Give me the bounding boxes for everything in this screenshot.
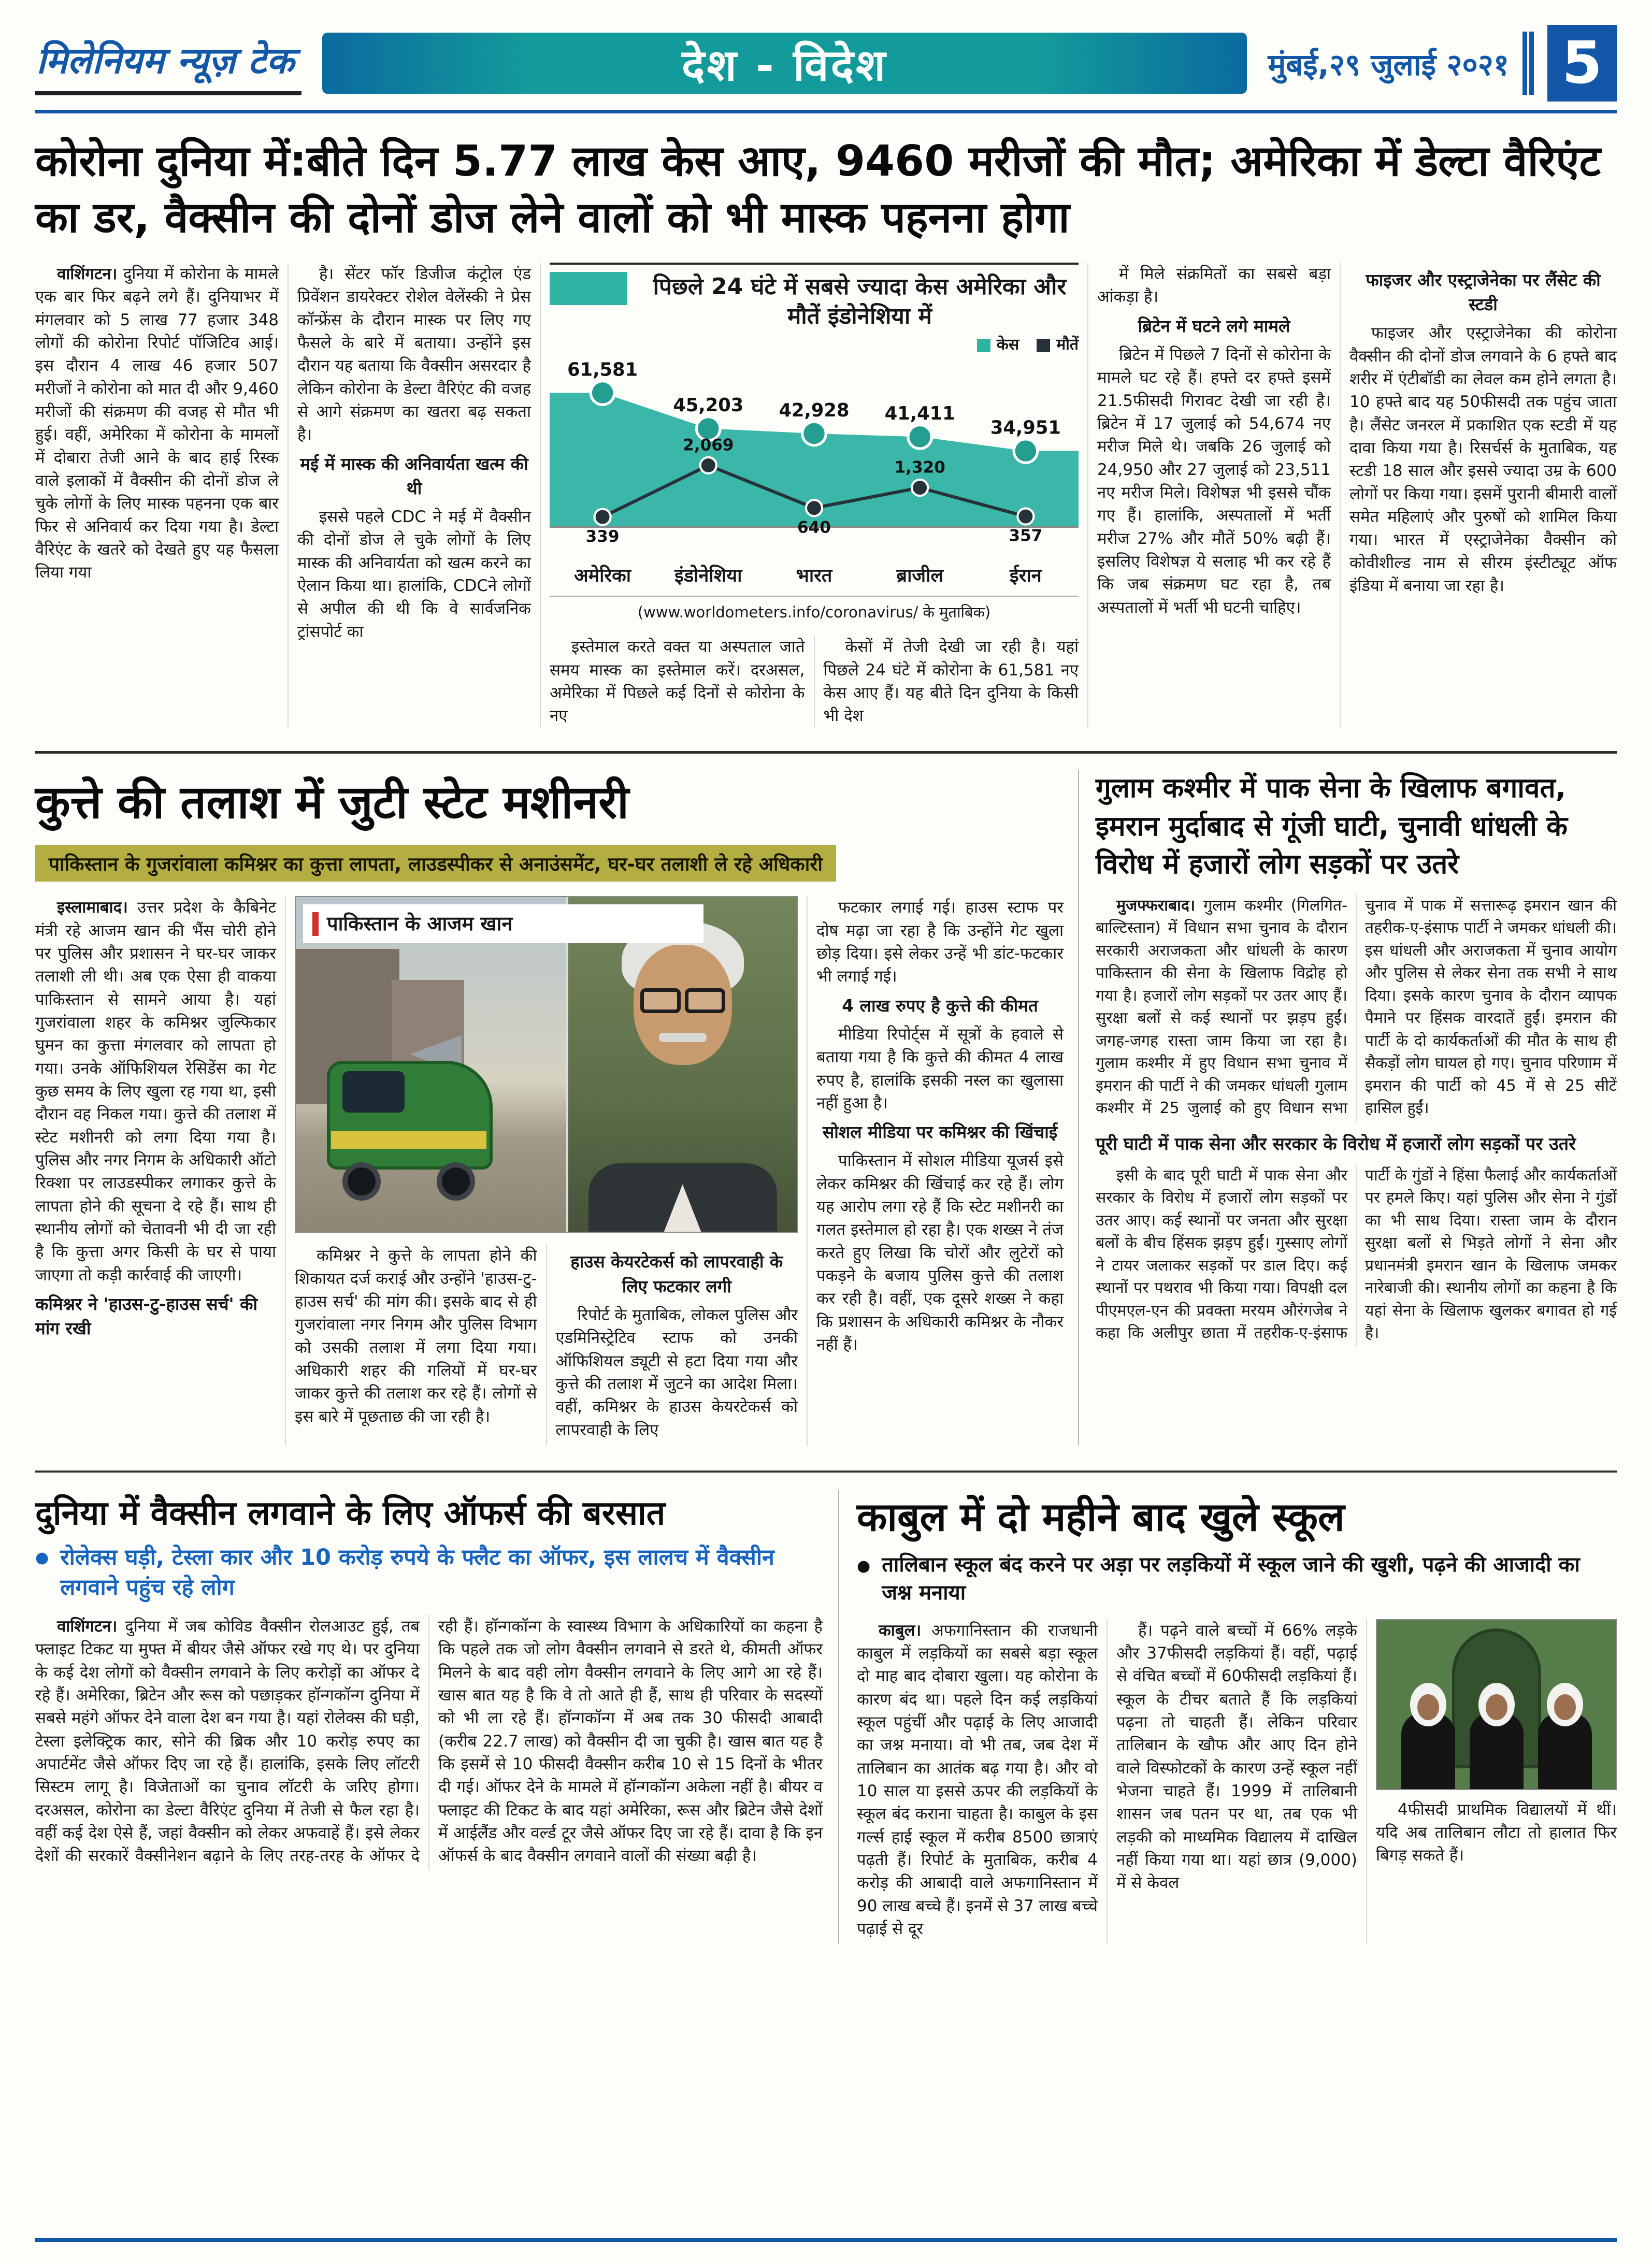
dog-body	[35, 896, 1064, 1445]
kabul-headline: काबुल में दो महीने बाद खुले स्कूल	[857, 1493, 1345, 1540]
dog-under-photo-columns	[295, 1244, 798, 1445]
dog-center-column	[285, 896, 798, 1445]
legend-deaths-label: मौतें	[1056, 336, 1079, 354]
schoolgirl-figure	[1470, 1683, 1524, 1789]
dateline: इस्लामाबाद।	[57, 898, 128, 917]
schoolgirl-figure	[1538, 1683, 1592, 1789]
section-band	[322, 33, 1247, 94]
offers-headline: दुनिया में वैक्सीन लगवाने के लिए ऑफर्स की बरसात	[35, 1494, 666, 1533]
dog-col4-subhead2: सोशल मीडिया पर कमिश्नर की खिंचाई	[822, 1122, 1058, 1143]
svg-text:61,581: 61,581	[567, 359, 638, 381]
kashmir-body2-text: इसी के बाद पूरी घाटी में पाक सेना और सरकार के विरोध में हजारों लोग सड़कों पर उतर आए। कई स्थानों पर जनता और सुरक्षा बलों के बीच हिंसक झड़प हुईं। गुस्साए लोगों ने टायर जलाकर सड़कों पर डाल दिए। कई स्थानों पर पथराव भी किया गया। विपक्षी दल पीएमएल-एन की प्रवक्ता मरयम औरंगजेब ने कहा कि अलीपुर छाता में तहरीक-ए-इंसाफ पार्टी के गुंडों ने हिंसा फैलाई और कार्यकर्ताओं पर हमले किए। यहां पुलिस और सेना ने गुंडों का भी साथ दिया। रास्ता जाम के दौरान सुरक्षा बलों से भिड़ते लोगों ने सेना और प्रधानमंत्री इमरान खान के खिलाफ जमकर नारेबाजी की। स्थानीय लोगों का कहना है कि यहां सेना के खिलाफ खुलकर बगावत हो गई है।	[1096, 1166, 1617, 1343]
lead-col2-text1: है। सेंटर फॉर डिजीज कंट्रोल एंड प्रिवेंशन डायरेक्टर रोशेल वेलेंस्की ने प्रेस कॉन्फ्रेंस के दौरान मास्क पर लिए गए फैसले के बारे में बताया। उन्होंने इस दौरान यह बताया कि वैक्सीन असरदार है लेकिन कोरोना के डेल्टा वैरिएंट की वजह से आगे संक्रमण का खतरा बढ़ सकता है।	[297, 265, 531, 444]
lead-col1-text	[35, 263, 279, 584]
dateline: काबुल।	[879, 1621, 922, 1640]
portrait-mustache	[659, 1033, 707, 1042]
caption-red-bar	[312, 912, 319, 936]
kabul-strapline-text: तालिबान स्कूल बंद करने पर अड़ा पर लड़कियों में स्कूल जाने की खुशी, पढ़ने की आजादी का जश्न मनाया	[882, 1552, 1580, 1605]
kashmir-subhead: पूरी घाटी में पाक सेना और सरकार के विरोध में हजारों लोग सड़कों पर उतरे	[1096, 1133, 1576, 1155]
legend-deaths	[1037, 334, 1079, 356]
chart-x-label: अमेरिका	[574, 565, 631, 587]
schoolgirls-photo	[1376, 1619, 1617, 1790]
offers-strapline	[35, 1542, 823, 1603]
bullet-icon: ●	[857, 1556, 871, 1575]
legend-cases	[977, 334, 1019, 356]
chart-legend	[550, 334, 1079, 356]
dateline: मुजफ्फराबाद।	[1116, 896, 1196, 915]
dog-col4-text3: पाकिस्तान में सोशल मीडिया यूजर्स इसे लेकर कमिश्नर की खिंचाई कर रहे हैं। लोग यह आरोप लगा रहे हैं कि स्टेट मशीनरी का गलत इस्तेमाल हो रहा है। एक शख्स ने तंज करते हुए लिखा कि चोरों और लुटेरों को पकड़ने के बजाय पुलिस कुत्ते की तलाश कर रही है। वहीं, एक दूसरे शख्स ने कहा कि प्रशासन के अधिकारी कमिश्नर के नौकर नहीं हैं।	[816, 1151, 1064, 1354]
section-title: देश - विदेश	[682, 39, 888, 91]
kashmir-headline: गुलाम कश्मीर में पाक सेना के खिलाफ बगावत, इमरान मुर्दाबाद से गूंजी घाटी, चुनावी धांधली के विरोध में हजारों लोग सड़कों पर उतरे	[1096, 772, 1568, 880]
dog-col1-text	[35, 896, 276, 1287]
svg-text:34,951: 34,951	[990, 417, 1061, 439]
dog-col3-subhead: हाउस केयरटेकर्स को लापरवाही के लिए फटकार लगी	[570, 1251, 783, 1296]
legend-cases-label: केस	[996, 336, 1019, 354]
azam-khan-photo	[295, 896, 798, 1233]
svg-text:42,928: 42,928	[779, 400, 850, 422]
rickshaw-windshield	[342, 1071, 405, 1113]
rickshaw-wheel	[437, 1162, 475, 1201]
dog-col1-subhead: कमिश्नर ने 'हाउस-टु-हाउस सर्च' की मांग रखी	[35, 1294, 258, 1339]
chart-x-label: इंडोनेशिया	[674, 565, 742, 587]
lead-chart-column	[540, 263, 1079, 727]
lead-col-4: केसों में तेजी देखी जा रही है। यहां पिछले 24 घंटे में कोरोना के 61,581 नए केस आए हैं। यह बीते दिन दुनिया के किसी भी देश	[814, 636, 1079, 727]
rickshaw-stripe	[331, 1131, 486, 1149]
photo-caption	[303, 904, 703, 943]
lead-article	[35, 133, 1617, 727]
kabul-col-1	[857, 1619, 1098, 1945]
masthead	[35, 24, 1617, 103]
kashmir-article	[1078, 769, 1617, 1445]
lead-col5-subhead: ब्रिटेन में घटने लगे मामले	[1138, 315, 1290, 336]
kashmir-body-1	[1096, 895, 1617, 1122]
kabul-strapline	[857, 1551, 1617, 1607]
offers-strapline-text: रोलेक्स घड़ी, टेस्ला कार और 10 करोड़ रुपये के फ्लैट का ऑफर, इस लालच में वैक्सीन लगवाने पहुंच रहे लोग	[60, 1544, 774, 1600]
lead-col6-subhead: फाइजर और एस्ट्राजेनेका पर लैंसेट की स्टडी	[1366, 270, 1601, 315]
lead-col-3: इस्तेमाल करते वक्त या अस्पताल जाते समय मास्क का इस्तेमाल करें। दरअसल, अमेरिका में पिछले कई दिनों से कोरोना के नए	[550, 638, 805, 726]
schoolgirl-figure	[1401, 1683, 1455, 1789]
lead-mid-columns	[550, 636, 1079, 727]
chart-source: (www.worldometers.info/coronavirus/ के मुताबिक)	[550, 596, 1079, 623]
kashmir-text1	[1096, 895, 1617, 1122]
page-number: 5	[1547, 25, 1617, 102]
covid-chart	[550, 263, 1079, 623]
schoolgirls-figures	[1377, 1683, 1616, 1789]
dog-col-1	[35, 896, 276, 1445]
dog-col-2	[295, 1244, 537, 1445]
dog-col-3	[546, 1244, 798, 1445]
svg-text:2,069: 2,069	[683, 436, 734, 455]
lead-col-5	[1087, 263, 1331, 727]
dog-article	[35, 769, 1064, 1445]
svg-text:339: 339	[585, 527, 620, 546]
glasses-icon	[640, 988, 725, 1013]
lead-col1-body: दुनिया में कोरोना के मामले एक बार फिर बढ़ने लगे हैं। दुनियाभर में मंगलवार को 5 लाख 77 हजार 348 लोगों की कोरोना रिपोर्ट पॉजिटिव आई। इस दौरान 4 लाख 46 हजार 507 मरीजों ने कोरोना को मात दी और 9,460 मरीजों की संक्रमण की वजह से मौत भी हुई। वहीं, अमेरिका में कोरोना के मामलों में दोबारा तेजी आने के बाद हाई रिस्क वाले इलाकों में वैक्सीन की दोनों डोज ले चुके लोगों के लिए मास्क पहनना एक बार फिर से अनिवार्य कर दिया गया है। डेल्टा वैरिएंट के खतरे को देखते हुए यह फैसला लिया गया	[35, 265, 279, 582]
chart-x-labels	[550, 563, 1079, 589]
lead-col5-text2: ब्रिटेन में पिछले 7 दिनों से कोरोना के मामले घट रहे हैं। हफ्ते दर हफ्ते इसमें 21.5फीसदी गिरावट देखी जा रही है। ब्रिटेन में 17 जुलाई को 54,674 नए मरीज मिले थे। जबकि 26 जुलाई को 24,950 और 27 जुलाई को 23,511 नए मरीज मिले। विशेषज्ञ भी इससे चौंक गए हैं। हालांकि, अस्पतालों में भर्ती मरीज 27% और मौतें 50% बढ़ी हैं। इसलिए विशेषज्ञ ये सलाह भी कर रहे हैं कि जब संक्रमण घट रहा है, तब अस्पतालों में भर्ती भी घटनी चाहिए।	[1097, 345, 1331, 617]
middle-section	[35, 751, 1617, 1445]
masthead-rule	[35, 110, 1617, 113]
offers-text	[35, 1615, 823, 1870]
kabul-col-3	[1366, 1619, 1617, 1945]
dog-col1-body: उत्तर प्रदेश के कैबिनेट मंत्री रहे आजम खान की भैंस चोरी होने पर पुलिस और प्रशासन ने घर-घर जाकर तलाशी ली थी। अब एक ऐसा ही वाकया पाकिस्तान से सामने आया है। यहां गुजरांवाला शहर के कमिश्नर जुल्फिकार घुमन का कुत्ता मंगलवार को लापता हो गया। उनके ऑफिशियल रेसिडेंस का गेट कुछ समय के लिए खुला रह गया था, इसी दौरान वह निकल गया। कुत्ते की तलाश में स्टेट मशीनरी को लगा दिया गया है। पुलिस और नगर निगम के अधिकारी ऑटो रिक्शा पर लाउडस्पीकर लगाकर कुत्ते के लापता होने की सूचना दे रहे हैं। साथ ही स्थानीय लोगों को चेतावनी भी दी जा रही है कि कुत्ता अगर किसी के घर से पाया जाएगा तो कड़ी कार्रवाई की जाएगी।	[35, 898, 276, 1285]
rickshaw-wheel	[342, 1162, 381, 1201]
chart-x-label: ईरान	[1010, 565, 1042, 587]
svg-text:640: 640	[797, 518, 831, 537]
kashmir-body1-text: गुलाम कश्मीर (गिलगित-बाल्टिस्तान) में विधान सभा चुनाव के दौरान सरकारी अराजकता और धांधली के कारण पाकिस्तान की सेना के खिलाफ विद्रोह हो गया है। हजारों लोग सड़कों पर उतर आए हैं। सुरक्षा बलों से कई स्थानों पर झड़प हुईं। जगह-जगह रास्ता जाम किया जा रहा है। गुलाम कश्मीर में हुए विधान सभा चुनाव में इमरान की पार्टी ने की जमकर धांधली गुलाम कश्मीर में 25 जुलाई को हुए विधान सभा चुनाव में पाक में सत्तारूढ़ इमरान खान की तहरीक-ए-इंसाफ पार्टी ने जमकर धांधली की। इस धांधली और अराजकता में चुनाव आयोग और पुलिस से लेकर सेना तक सभी ने साथ दिया। इसके कारण चुनाव के दौरान व्यापक पैमाने पर हिंसक वारदातें हुईं। इमरान की पार्टी के दो कार्यकर्ताओं की मौत के साथ ही सैकड़ों लोग घायल हो गए। चुनाव परिणाम में इमरान की पार्टी को 45 में से 25 सीटें हासिल हुईं।	[1096, 896, 1617, 1118]
azam-khan-portrait	[566, 897, 797, 1232]
dateline: वाशिंगटन।	[57, 265, 118, 284]
masthead-right	[1268, 25, 1617, 102]
lead-headline: कोरोना दुनिया में:बीते दिन 5.77 लाख केस आए, 9460 मरीजों की मौत; अमेरिका में डेल्टा वैरिएंट का डर, वैक्सीन की दोनों डोज लेने वालों को भी मास्क पहनना होगा	[35, 137, 1601, 243]
divider-bars	[1522, 32, 1534, 95]
footer-rule	[35, 2238, 1617, 2242]
kabul-col3-text: 4फीसदी प्राथमिक विद्यालयों में थीं। यदि अब तालिबान लौटा तो हालात फिर बिगड़ सकते हैं।	[1376, 1800, 1617, 1865]
kashmir-body-2	[1096, 1164, 1617, 1347]
lead-col6-body: फाइजर और एस्ट्राजेनेका की कोरोना वैक्सीन की दोनों डोज लगवाने के 6 हफ्ते बाद शरीर में एंटीबॉडी का लेवल कम होने लगता है। 10 हफ्ते बाद यह 50फीसदी तक पहुंच जाता है। लैंसेट जनरल में प्रकाशित एक स्टडी में यह दावा किया गया है। रिसर्चर्स के मुताबिक, यह स्टडी 18 साल और इससे ज्यादा उम्र के 600 लोगों पर किया गया। इसमें पुरानी बीमारी वालों समेत महिलाएं और पुरुषों को शामिल किया गया। भारत में एस्ट्राजेनेका वैक्सीन को कोवीशील्ड नाम से सीरम इंस्टीट्यूट ऑफ इंडिया में बनाया जा रहा है।	[1349, 324, 1617, 596]
vaccine-offers-article	[35, 1489, 823, 1945]
offers-body-text: दुनिया में जब कोविड वैक्सीन रोलआउट हुई, तब फ्लाइट टिकट या मुफ्त में बीयर जैसे ऑफर रखे गए थे। पर दुनिया के कई देश लोगों को वैक्सीन लगवाने के लिए करोड़ों का ऑफर दे रहे हैं। अमेरिका, ब्रिटेन और रूस को पछाड़कर हॉन्गकॉन्ग दुनिया में सबसे महंगे ऑफर देने वाला देश बन गया है। यहां रोलेक्स की घड़ी, टेस्ला इलेक्ट्रिक कार, सोने की ब्रिक और 10 करोड़ रुपए का अपार्टमेंट जैसे ऑफर दिए जा रहे हैं। हालांकि, इसके लिए लॉटरी सिस्टम लागू है। विजेताओं का चुनाव लॉटरी के जरिए होगा। दरअसल, कोरोना का डेल्टा वैरिएंट दुनिया में तेजी से फैल रहा है। वहीं कई देश ऐसे हैं, जहां वैक्सीन को लेकर अफवाहें हैं। इसे लेकर देशों की सरकारें वैक्सीनेशन बढ़ाने के लिए तरह-तरह के ऑफर दे रही हैं। हॉन्गकॉन्ग के स्वास्थ्य विभाग के अधिकारियों का कहना है कि पहले तक जो लोग वैक्सीन लगवाने से डरते थे, कीमती ऑफर मिलने के बाद वही लोग वैक्सीन लगवाने के लिए आगे आ रहे हैं। खास बात यह है कि वे तो आते ही हैं, साथ ही परिवार के सदस्यों को भी ला रहे हैं। हॉन्गकॉन्ग में अब तक 30 फीसदी आबादी (करीब 22.7 लाख) को वैक्सीन दी जा चुकी है। खास बात यह है कि इसमें से 10 फीसदी वैक्सीन करीब 10 से 15 दिनों के भीतर दी गई। ऑफर देने के मामले में हॉन्गकॉन्ग अकेला नहीं है। बीयर व फ्लाइट की टिकट के बाद यहां अमेरिका, रूस और ब्रिटेन जैसे देशों में आईलैंड और वर्ल्ड टूर जैसे ऑफर दिए जा रहे हैं। दावा है कि इन ऑफर्स के बाद वैक्सीन लगवाने वालों की संख्या बढ़ी है।	[35, 1617, 823, 1866]
bullet-icon: ●	[35, 1548, 49, 1567]
lead-col2-text2: इससे पहले CDC ने मई में वैक्सीन की दोनों डोज ले चुके लोगों के लिए मास्क की अनिवार्यता को खत्म करने का ऐलान किया था। हालांकि, CDCने लोगों से अपील की थी कि वे सार्वजनिक ट्रांसपोर्ट का	[297, 508, 531, 641]
lead-col-2	[288, 263, 531, 727]
chart-x-label: ब्राजील	[896, 565, 943, 587]
svg-text:1,320: 1,320	[894, 458, 945, 477]
svg-text:41,411: 41,411	[884, 403, 955, 425]
dog-col4-text1: फटकार लगाई गई। हाउस स्टाफ पर दोष मढ़ा जा रहा है कि उन्होंने गेट खुला छोड़ दिया। इसे लेकर उन्हें भी डांट-फटकार भी लगाई गई।	[816, 898, 1064, 986]
svg-text:357: 357	[1009, 527, 1043, 546]
chart-header	[550, 263, 1079, 331]
portrait-face	[634, 945, 732, 1065]
dateline: वाशिंगटन।	[57, 1617, 118, 1636]
newspaper-logo: मिलेनियम न्यूज़ टेक	[35, 31, 301, 95]
dog-col4-text2: मीडिया रिपोर्ट्स में सूत्रों के हवाले से बताया गया है कि कुत्ते की कीमत 4 लाख रुपए है, हालांकि इसकी नस्ल का खुलासा नहीं हुआ है।	[816, 1025, 1064, 1113]
street-scene	[296, 897, 797, 1232]
offers-body	[35, 1615, 823, 1870]
bottom-section	[35, 1470, 1617, 1945]
dog-col-4	[807, 896, 1064, 1445]
svg-text:45,203: 45,203	[673, 395, 744, 416]
chart-deco-block	[550, 272, 627, 305]
lead-body	[35, 263, 1617, 727]
city-date: मुंबई,२९ जुलाई २०२१	[1268, 47, 1509, 82]
dog-col2-text: कमिश्नर ने कुत्ते के लापता होने की शिकायत दर्ज कराई और उन्होंने 'हाउस-टु-हाउस सर्च' की मांग की। इसके बाद से ही गुजरांवाला नगर निगम और पुलिस विभाग को उसकी तलाश में लगा दिया गया। अधिकारी शहर की गलियों में घर-घर जाकर कुत्ते की तलाश कर रहे हैं। लोगों से इस बारे में पूछताछ की जा रही है।	[295, 1246, 537, 1426]
lead-col-1	[35, 263, 279, 727]
lead-col5-text1: में मिले संक्रमितों का सबसे बड़ा आंकड़ा है।	[1097, 265, 1331, 307]
kabul-col1-body: अफगानिस्तान की राजधानी काबुल में लड़कियों का सबसे बड़ा स्कूल दो माह बाद दोबारा खुला। यह कोरोना के कारण बंद था। पहले दिन कई लड़कियां स्कूल पहुंचीं और पढ़ाई के लिए आजादी का जश्न मनाया। वो भी तब, जब देश में तालिबान का आतंक बढ़ गया है। और वो 10 साल या इससे ऊपर की लड़कियों के स्कूल बंद कराना चाहता है। काबुल के इस गर्ल्स हाई स्कूल में करीब 8500 छात्राएं पढ़ती हैं। रिपोर्ट के मुताबिक, करीब 4 करोड़ की आबादी वाले अफगानिस्तान में 90 लाख बच्चे हैं। इनमें से 37 लाख बच्चे पढ़ाई से दूर	[857, 1621, 1098, 1939]
deaths-swatch-icon	[1037, 339, 1050, 352]
kabul-schools-article	[838, 1489, 1617, 1945]
dog-strapline: पाकिस्तान के गुजरांवाला कमिश्नर का कुत्ता लापता, लाउडस्पीकर से अनाउंसमेंट, घर-घर तलाशी ले रहे अधिकारी	[35, 845, 836, 882]
chart-title: पिछले 24 घंटे में सबसे ज्यादा केस अमेरिका और मौतें इंडोनेशिया में	[653, 273, 1067, 330]
kabul-body	[857, 1619, 1617, 1945]
photo-caption-text: पाकिस्तान के आजम खान	[327, 912, 513, 935]
chart-x-label: भारत	[796, 565, 832, 587]
kabul-col2-text: हैं। पढ़ने वाले बच्चों में 66% लड़के और 37फीसदी लड़कियां हैं। वहीं, पढ़ाई से वंचित बच्चों में 60फीसदी लड़कियां हैं। स्कूल के टीचर बताते हैं कि लड़कियां पढ़ना तो चाहती हैं। लेकिन परिवार तालिबान के खौफ और आए दिन होने वाले विस्फोटकों के कारण उन्हें स्कूल नहीं भेजना चाहते हैं। 1999 में तालिबानी शासन जब पतन पर था, तब एक भी लड़की को माध्यमिक विद्यालय में दाखिल नहीं किया गया था। यहां छात्र (9,000) में से केवल	[1116, 1621, 1357, 1893]
lead-col-6	[1340, 263, 1617, 727]
auto-rickshaw	[327, 1035, 503, 1201]
dog-headline: कुत्ते की तलाश में जुटी स्टेट मशीनरी	[35, 775, 629, 829]
dog-col4-subhead1: 4 लाख रुपए है कुत्ते की कीमत	[842, 995, 1038, 1016]
kabul-col-2	[1107, 1619, 1357, 1945]
chart-plot	[550, 356, 1079, 560]
dog-col3-text: रिपोर्ट के मुताबिक, लोकल पुलिस और एडमिनिस्ट्रेटिव स्टाफ को उनकी ऑफिशियल ड्यूटी से हटा दिया गया और कुत्ते की तलाश में जुटने का आदेश मिला। वहीं, कमिश्नर के हाउस केयरटेकर्स को लापरवाही के लिए	[555, 1305, 798, 1439]
lead-col2-subhead: मई में मास्क की अनिवार्यता खत्म की थी	[300, 453, 528, 498]
cases-swatch-icon	[977, 339, 990, 352]
kabul-col1-text	[857, 1619, 1098, 1941]
